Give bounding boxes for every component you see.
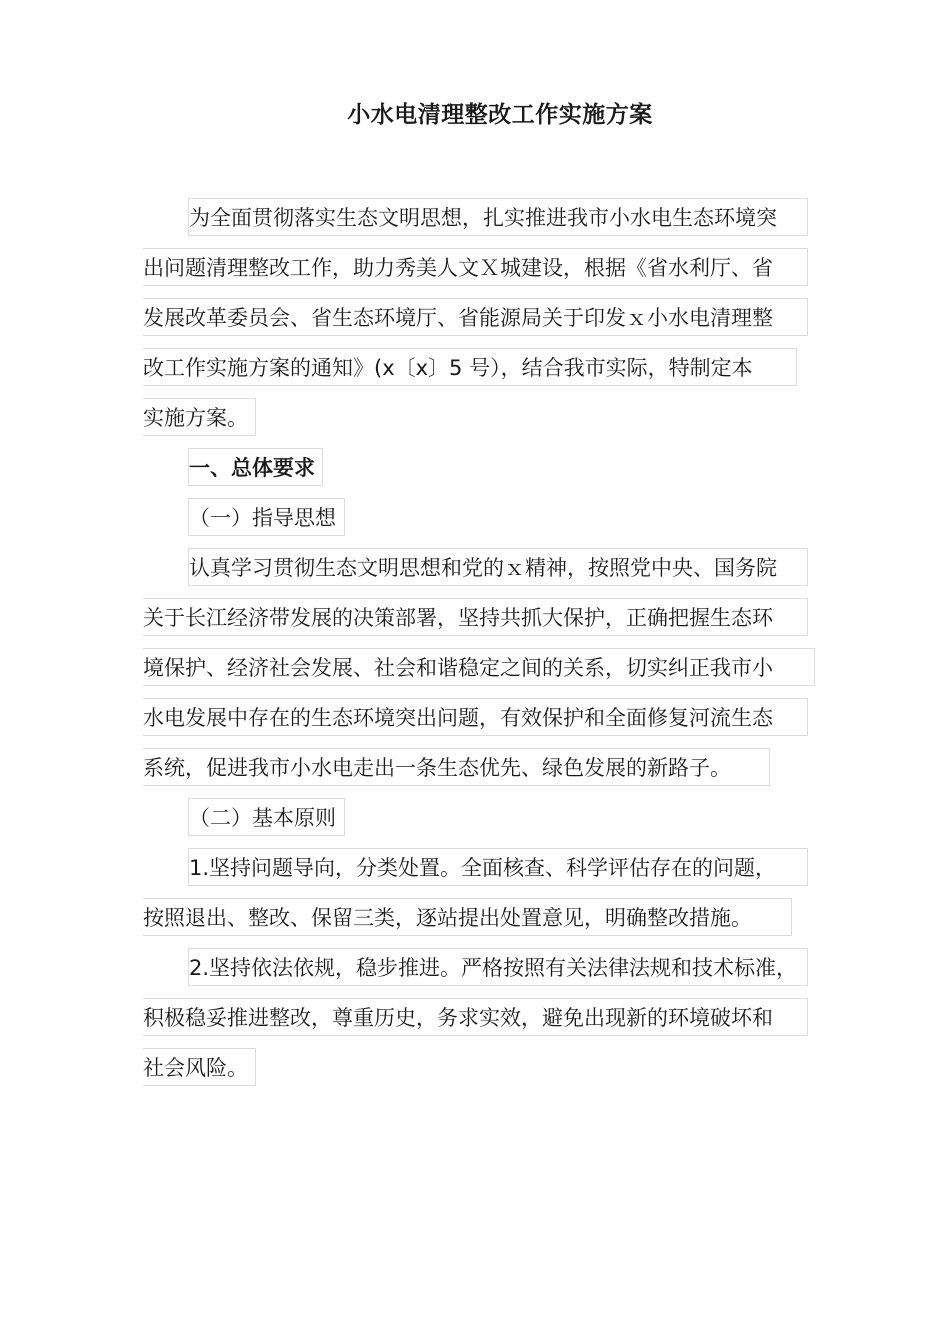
paragraph-line: 出问题清理整改工作，助力秀美人文Ｘ城建设，根据《省水利厅、省 [143, 248, 808, 286]
paragraph-line: 1.坚持问题导向，分类处置。全面核查、科学评估存在的问题， [188, 848, 808, 886]
paragraph-line: 为全面贯彻落实生态文明思想，扎实推进我市小水电生态环境突 [188, 198, 808, 236]
paragraph-line: 按照退出、整改、保留三类，逐站提出处置意见，明确整改措施。 [143, 898, 792, 936]
paragraph-line: 关于长江经济带发展的决策部署，坚持共抓大保护，正确把握生态环 [143, 598, 808, 636]
section-heading: 一、总体要求 [188, 448, 323, 486]
paragraph-line: 认真学习贯彻生态文明思想和党的ｘ精神，按照党中央、国务院 [188, 548, 808, 586]
subsection-heading: （二）基本原则 [188, 798, 345, 836]
paragraph-line: 发展改革委员会、省生态环境厅、省能源局关于印发ｘ小水电清理整 [143, 298, 808, 336]
paragraph-line: 境保护、经济社会发展、社会和谐稳定之间的关系，切实纠正我市小 [143, 648, 815, 686]
paragraph-line: 积极稳妥推进整改，尊重历史，务求实效，避免出现新的环境破坏和 [143, 998, 808, 1036]
subsection-heading: （一）指导思想 [188, 498, 345, 536]
paragraph-line: 社会风险。 [143, 1048, 256, 1086]
paragraph-line: 水电发展中存在的生态环境突出问题，有效保护和全面修复河流生态 [143, 698, 808, 736]
paragraph-line: 实施方案。 [143, 398, 256, 436]
document-title: 小水电清理整改工作实施方案 [347, 102, 653, 128]
paragraph-line: 系统，促进我市小水电走出一条生态优先、绿色发展的新路子。 [143, 748, 770, 786]
paragraph-line: 改工作实施方案的通知》(x〔x〕5 号），结合我市实际，特制定本 [143, 348, 797, 386]
paragraph-line: 2.坚持依法依规，稳步推进。严格按照有关法律法规和技术标准， [188, 948, 808, 986]
